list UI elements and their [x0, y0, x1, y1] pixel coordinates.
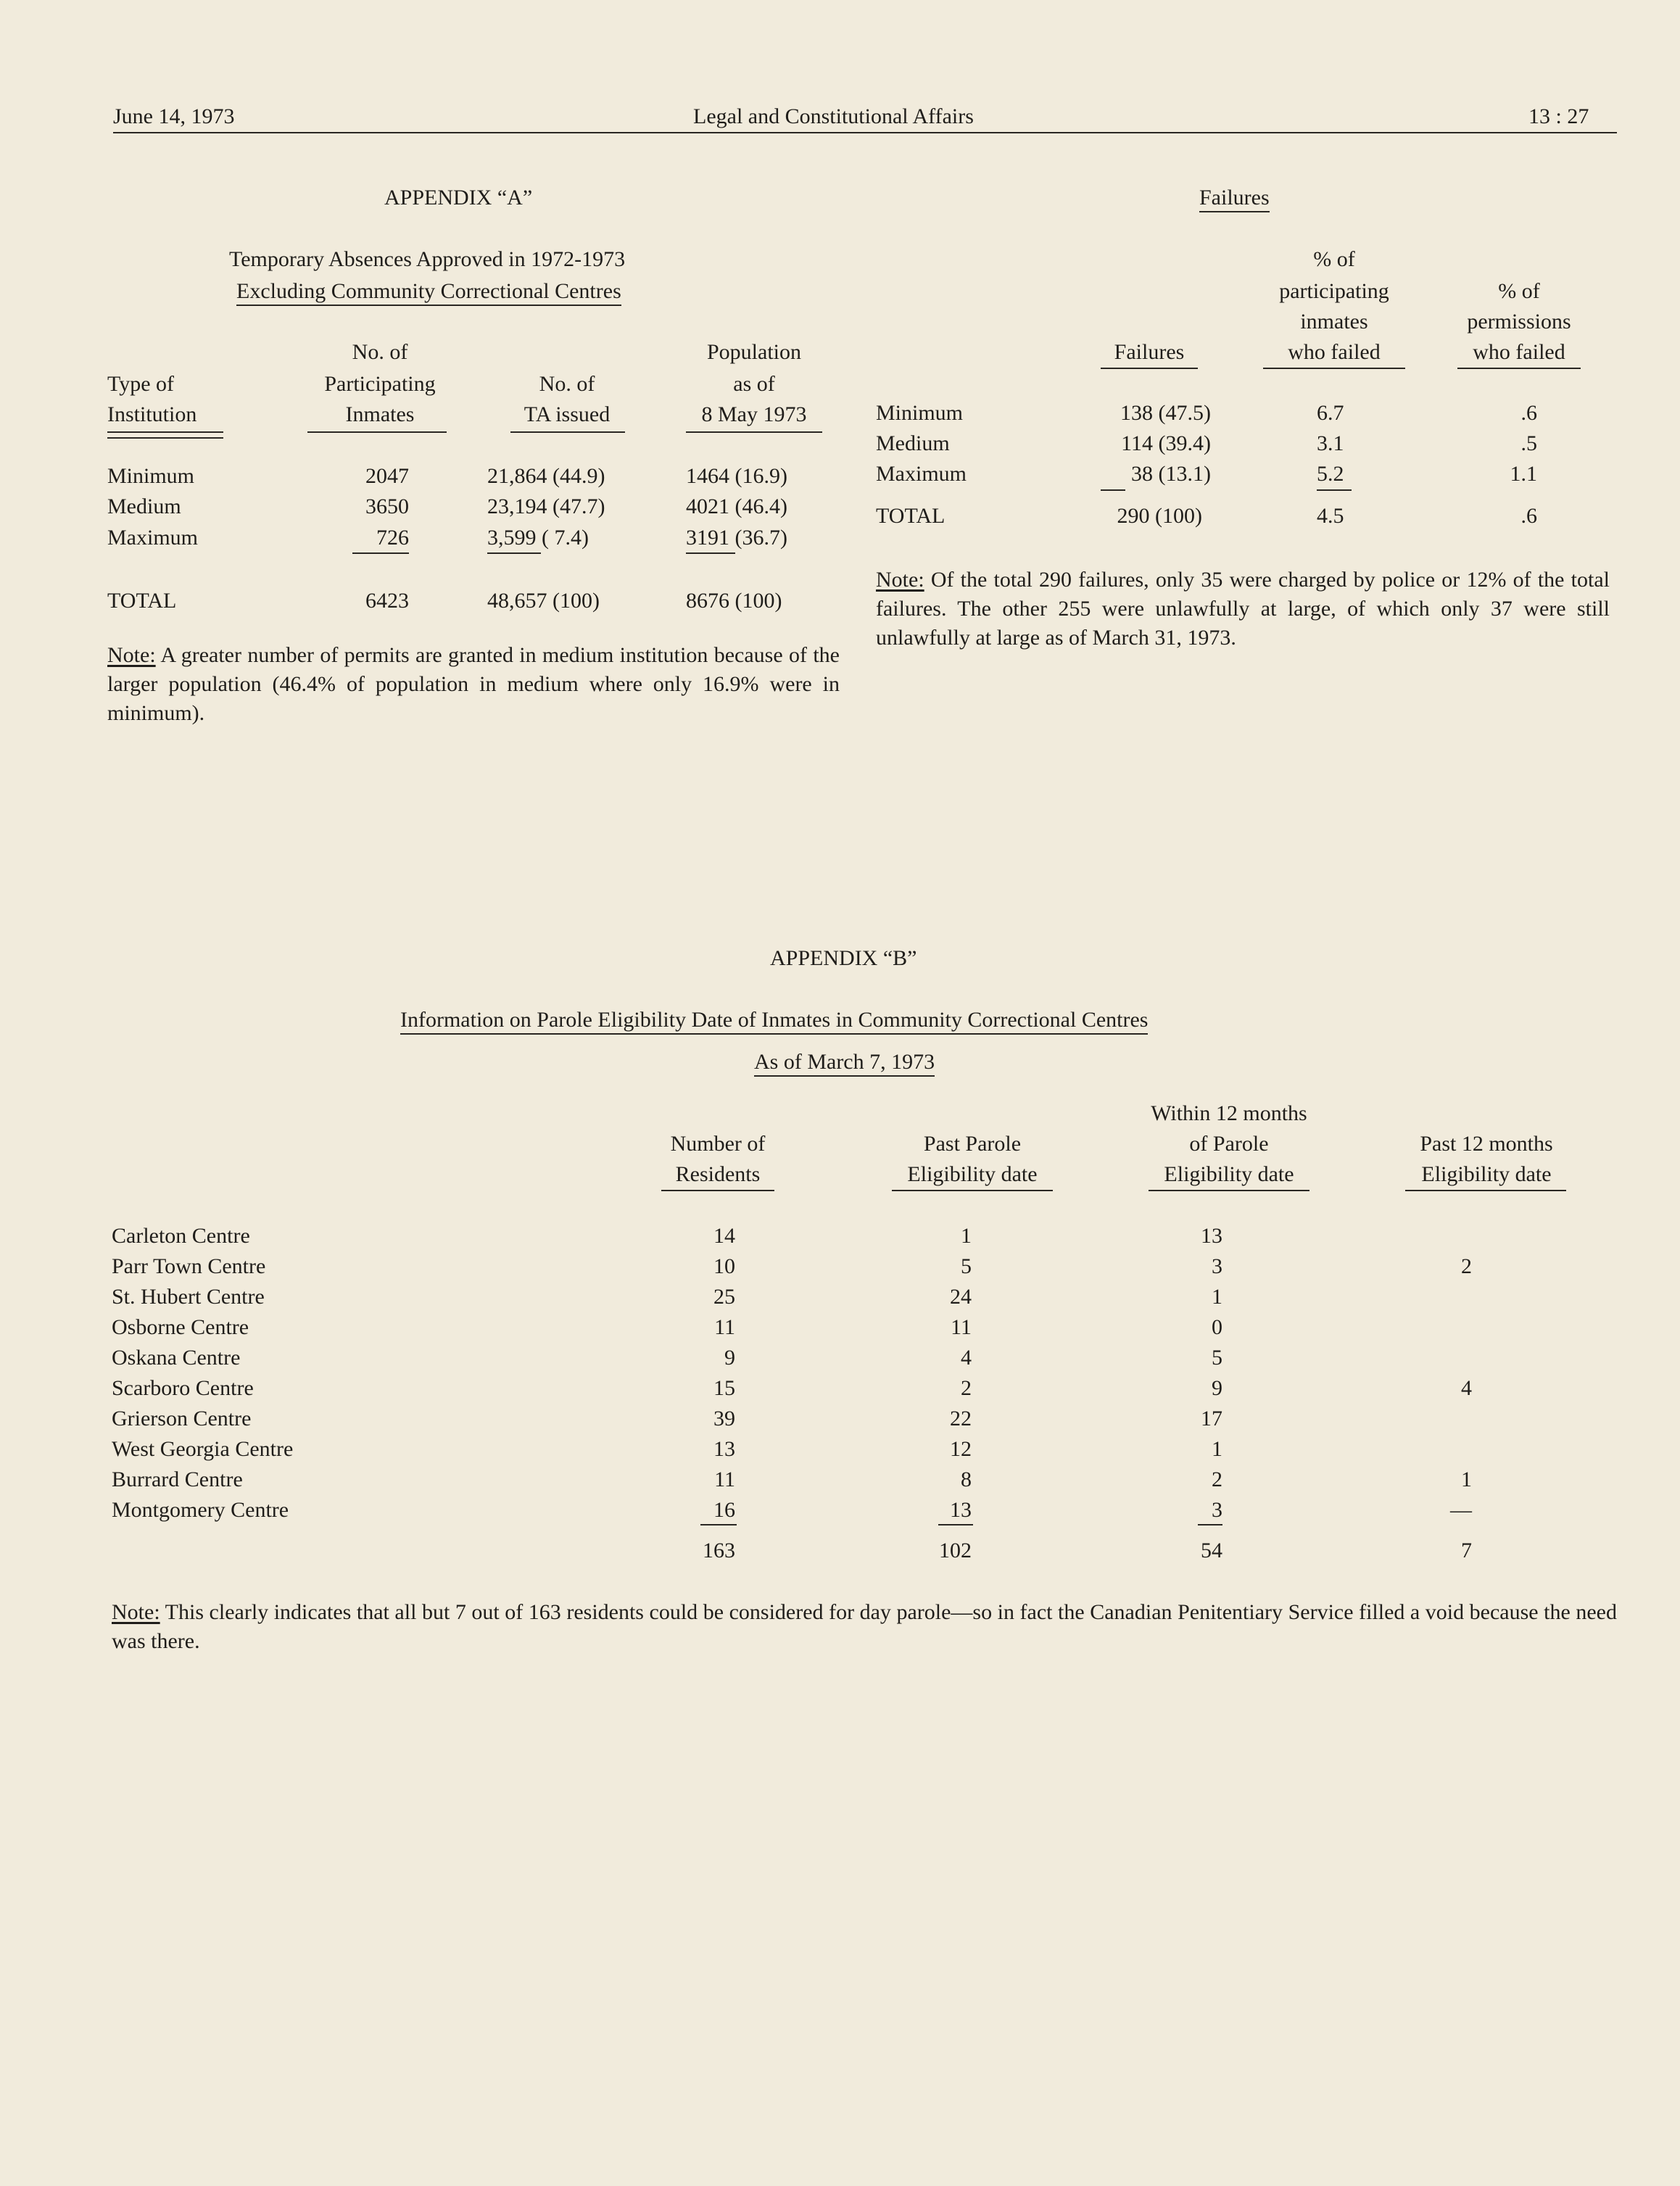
total-row-failures: 290 (100) — [1117, 504, 1202, 528]
table-row-pct-permissions: 1.1 — [1510, 462, 1537, 486]
table-row-centre: Osborne Centre — [112, 1315, 249, 1339]
col-past-12-line2: Eligibility date — [1421, 1162, 1552, 1186]
col-type-line2: Institution — [107, 402, 197, 426]
table-row-residents: 14 — [713, 1224, 735, 1248]
table-row-failures: 138 (47.5) — [1120, 401, 1211, 425]
total-row-type: TOTAL — [107, 589, 177, 613]
col-within-12-line2: of Parole — [1189, 1132, 1269, 1156]
table-row-pct-inmates: 5.2 — [1317, 462, 1344, 486]
table-row-past: 8 — [961, 1467, 972, 1491]
col-past-parole-line1: Past Parole — [923, 1132, 1022, 1156]
table-row-population: 3191 (36.7) — [686, 526, 787, 550]
col-participating-underline — [307, 431, 447, 433]
col-participating-line1: No. of — [352, 340, 408, 364]
total-row-type: TOTAL — [876, 504, 945, 528]
header-title: Legal and Constitutional Affairs — [693, 104, 974, 128]
table-row-past: 11 — [951, 1315, 972, 1339]
table-row-within: 1 — [1212, 1285, 1222, 1309]
total-row-participating: 6423 — [365, 589, 409, 613]
table-row-residents: 9 — [724, 1346, 735, 1370]
table-row-past12: — — [1450, 1498, 1472, 1522]
col-type-line1: Type of — [107, 372, 175, 396]
table-row-past12: 4 — [1461, 1376, 1472, 1400]
sum-underline — [487, 552, 541, 554]
table-row-pct-inmates: 6.7 — [1317, 401, 1344, 425]
appendix-a-note — [107, 641, 840, 728]
table-row-within: 3 — [1212, 1498, 1222, 1522]
table-row-within: 3 — [1212, 1254, 1222, 1278]
table-row-residents: 15 — [713, 1376, 735, 1400]
note-text: Of the total 290 failures, only 35 were charged by police or 12% of the total failures. The other 255 were unlawfully at large, of which only 37 were still unlawfully at large as of March 31, 1973. — [876, 568, 1610, 650]
table-row-centre: Grierson Centre — [112, 1407, 252, 1431]
table-row-residents: 10 — [713, 1254, 735, 1278]
total-row-pct-inmates: 4.5 — [1317, 504, 1344, 528]
total-row-past: 102 — [939, 1539, 972, 1562]
total-row-past12: 7 — [1461, 1539, 1472, 1562]
failures-heading: Failures — [1199, 187, 1270, 212]
header-date: June 14, 1973 — [113, 104, 235, 128]
sum-underline — [1198, 1524, 1222, 1525]
col-pct-permissions-line3: who failed — [1473, 340, 1565, 364]
note-label: Note: — [876, 568, 924, 592]
appendix-a-subtitle-1: Temporary Absences Approved in 1972-1973 — [229, 247, 626, 271]
table-row-past: 13 — [950, 1498, 972, 1522]
table-row-participating: 2047 — [365, 464, 409, 488]
col-residents-underline — [661, 1190, 774, 1191]
table-row-residents: 16 — [713, 1498, 735, 1522]
total-row-within: 54 — [1201, 1539, 1222, 1562]
table-row-participating: 726 — [376, 526, 409, 550]
table-row-centre: St. Hubert Centre — [112, 1285, 265, 1309]
sum-underline — [938, 1524, 973, 1525]
total-row-population: 8676 (100) — [686, 589, 782, 613]
col-type-underline-2 — [107, 437, 223, 439]
col-past-parole-underline — [892, 1190, 1053, 1191]
table-row-pct-permissions: .6 — [1520, 401, 1537, 425]
table-row-within: 1 — [1212, 1437, 1222, 1461]
total-row-ta: 48,657 (100) — [487, 589, 600, 613]
table-row-population: 1464 (16.9) — [686, 464, 787, 488]
table-row-pct-inmates: 3.1 — [1317, 431, 1344, 455]
table-row-type: Medium — [876, 431, 950, 455]
sum-underline — [686, 552, 735, 554]
table-row-type: Medium — [107, 494, 181, 518]
table-row-residents: 11 — [714, 1315, 735, 1339]
table-row-ta: 21,864 (44.9) — [487, 464, 605, 488]
col-pct-inmates-line1: % of — [1313, 247, 1355, 271]
sum-underline — [352, 552, 409, 554]
table-row-residents: 25 — [713, 1285, 735, 1309]
failures-note — [876, 566, 1610, 653]
col-residents-line2: Residents — [675, 1162, 761, 1186]
table-row-centre: Parr Town Centre — [112, 1254, 266, 1278]
appendix-b-subtitle-1: Information on Parole Eligibility Date of Inmates in Community Correctional Centres — [400, 1009, 1148, 1035]
col-pct-permissions-line1: % of — [1498, 279, 1540, 303]
table-row-past: 12 — [950, 1437, 972, 1461]
note-label: Note: — [112, 1600, 160, 1624]
note-text: This clearly indicates that all but 7 out of 163 residents could be considered for day parole—so in fact the Canadian Penitentiary Service filled a void because the need was there. — [112, 1600, 1617, 1653]
col-pct-permissions-line2: permissions — [1467, 310, 1571, 334]
col-pct-inmates-line4: who failed — [1288, 340, 1381, 364]
table-row-past: 4 — [961, 1346, 972, 1370]
col-participating-line2: Participating — [324, 372, 436, 396]
note-text: A greater number of permits are granted in medium institution because of the larger population (46.4% of population in medium where only 16.9% were in minimum). — [107, 643, 840, 725]
table-row-participating: 3650 — [365, 494, 409, 518]
appendix-b-heading: APPENDIX “B” — [770, 946, 917, 970]
sum-underline — [700, 1524, 737, 1525]
col-failures: Failures — [1114, 340, 1185, 364]
appendix-a-subtitle-2: Excluding Community Correctional Centres — [236, 281, 621, 306]
note-label: Note: — [107, 643, 156, 667]
col-population-line1: Population — [706, 340, 801, 364]
col-pct-inmates-line3: inmates — [1300, 310, 1368, 334]
table-row-residents: 39 — [713, 1407, 735, 1431]
header-rule — [113, 132, 1617, 133]
col-ta-line1: No. of — [539, 372, 595, 396]
header-page-number: 13 : 27 — [1528, 104, 1589, 128]
table-row-pct-permissions: .5 — [1520, 431, 1537, 455]
table-row-centre: Montgomery Centre — [112, 1498, 289, 1522]
table-row-past: 5 — [961, 1254, 972, 1278]
table-row-within: 13 — [1201, 1224, 1222, 1248]
table-row-ta: 23,194 (47.7) — [487, 494, 605, 518]
table-row-within: 9 — [1212, 1376, 1222, 1400]
table-row-centre: Scarboro Centre — [112, 1376, 254, 1400]
table-row-past: 1 — [961, 1224, 972, 1248]
col-ta-line2: TA issued — [524, 402, 611, 426]
appendix-a-heading: APPENDIX “A” — [384, 186, 533, 210]
col-population-line3: 8 May 1973 — [701, 402, 807, 426]
sum-underline — [1317, 489, 1352, 491]
total-row-pct-permissions: .6 — [1520, 504, 1537, 528]
table-row-ta: 3,599 ( 7.4) — [487, 526, 589, 550]
table-row-population: 4021 (46.4) — [686, 494, 787, 518]
col-participating-line3: Inmates — [345, 402, 415, 426]
table-row-centre: Carleton Centre — [112, 1224, 250, 1248]
table-row-residents: 11 — [714, 1467, 735, 1491]
table-row-past: 2 — [961, 1376, 972, 1400]
table-row-past: 24 — [950, 1285, 972, 1309]
table-row-type: Minimum — [107, 464, 195, 488]
table-row-within: 0 — [1212, 1315, 1222, 1339]
col-pct-inmates-underline — [1263, 368, 1405, 369]
col-past-12-underline — [1405, 1190, 1566, 1191]
col-past-12-line1: Past 12 months — [1420, 1132, 1553, 1156]
col-pct-inmates-line2: participating — [1279, 279, 1389, 303]
col-failures-underline — [1101, 368, 1198, 369]
col-pct-permissions-underline — [1457, 368, 1581, 369]
table-row-within: 5 — [1212, 1346, 1222, 1370]
col-within-12-line1: Within 12 months — [1151, 1101, 1307, 1125]
table-row-within: 2 — [1212, 1467, 1222, 1491]
col-ta-underline — [510, 431, 625, 433]
col-residents-line1: Number of — [670, 1132, 766, 1156]
table-row-type: Maximum — [107, 526, 198, 550]
table-row-within: 17 — [1201, 1407, 1222, 1431]
col-within-12-line3: Eligibility date — [1164, 1162, 1294, 1186]
table-row-failures: 38 (13.1) — [1131, 462, 1211, 486]
col-population-line2: as of — [733, 372, 775, 396]
col-type-underline — [107, 431, 223, 433]
table-row-failures: 114 (39.4) — [1121, 431, 1211, 455]
table-row-centre: West Georgia Centre — [112, 1437, 294, 1461]
sum-underline — [1101, 489, 1125, 491]
col-past-parole-line2: Eligibility date — [907, 1162, 1038, 1186]
table-row-type: Minimum — [876, 401, 964, 425]
table-row-past12: 1 — [1461, 1467, 1472, 1491]
table-row-centre: Burrard Centre — [112, 1467, 243, 1491]
col-population-underline — [686, 431, 822, 433]
total-row-residents: 163 — [703, 1539, 735, 1562]
table-row-past12: 2 — [1461, 1254, 1472, 1278]
table-row-type: Maximum — [876, 462, 967, 486]
appendix-b-subtitle-2: As of March 7, 1973 — [754, 1051, 935, 1077]
table-row-residents: 13 — [713, 1437, 735, 1461]
col-within-12-underline — [1149, 1190, 1309, 1191]
appendix-b-note — [112, 1598, 1617, 1656]
table-row-past: 22 — [950, 1407, 972, 1431]
table-row-centre: Oskana Centre — [112, 1346, 241, 1370]
